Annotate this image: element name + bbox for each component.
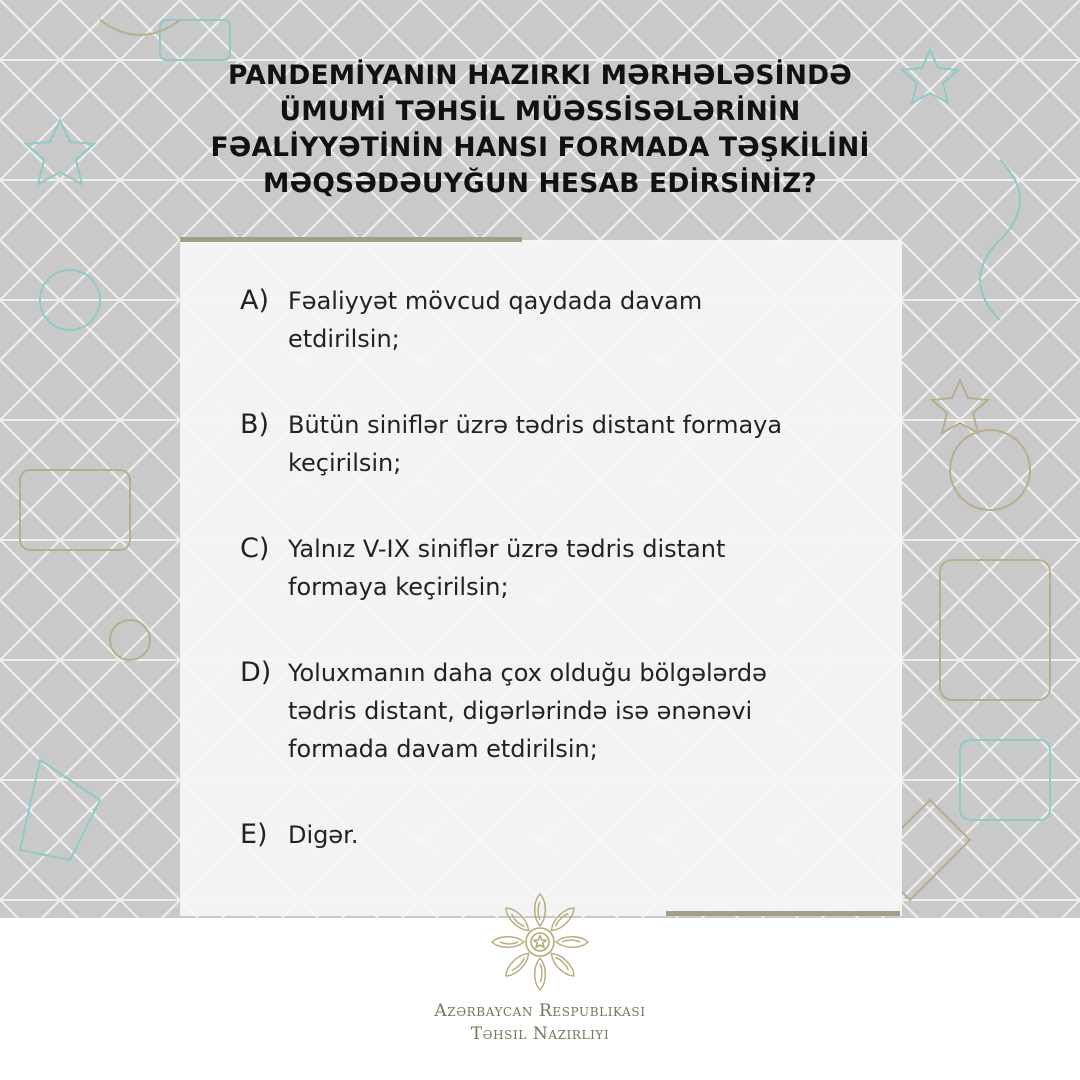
doodle bbox=[26, 120, 94, 184]
emblem-petal bbox=[548, 950, 578, 980]
emblem-icon bbox=[488, 890, 592, 994]
title-line: PANDEMİYANIN HAZIRKI MƏRHƏLƏSİNDƏ bbox=[228, 60, 852, 91]
option-letter: D) bbox=[240, 657, 272, 688]
option-line: formada davam etdirilsin; bbox=[288, 735, 598, 763]
option-letter: E) bbox=[240, 819, 268, 850]
option-line: etdirilsin; bbox=[288, 325, 400, 353]
doodle bbox=[932, 380, 988, 433]
option-letter: C) bbox=[240, 533, 270, 564]
doodle bbox=[940, 560, 1050, 700]
emblem-petal bbox=[548, 904, 578, 934]
option-a bbox=[240, 282, 702, 358]
doodle bbox=[20, 760, 100, 860]
option-line: keçirilsin; bbox=[288, 449, 402, 477]
question-title bbox=[200, 58, 880, 202]
option-c bbox=[240, 530, 725, 606]
emblem-petal bbox=[502, 904, 532, 934]
emblem-petal bbox=[556, 937, 588, 948]
emblem-petal bbox=[535, 958, 546, 990]
option-line: formaya keçirilsin; bbox=[288, 573, 509, 601]
option-line: Digər. bbox=[288, 821, 359, 849]
emblem-petal bbox=[492, 937, 524, 948]
option-d bbox=[240, 654, 767, 768]
title-line: MƏQSƏDƏUYĞUN HESAB EDİRSİNİZ? bbox=[263, 168, 817, 199]
doodle bbox=[950, 430, 1030, 510]
doodle bbox=[902, 50, 958, 103]
option-letter: B) bbox=[240, 409, 270, 440]
doodle bbox=[110, 620, 150, 660]
ministry-line-1: Azərbaycan Respublikası bbox=[434, 1001, 646, 1021]
bottom-divider bbox=[666, 911, 900, 916]
ministry-line-2: Təhsil Nazirliyi bbox=[470, 1024, 610, 1044]
option-b bbox=[240, 406, 782, 482]
title-line: FƏALİYYƏTİNİN HANSI FORMADA TƏŞKİLİNİ bbox=[210, 132, 870, 163]
emblem-petal bbox=[502, 950, 532, 980]
option-line: Yoluxmanın daha çox olduğu bölgələrdə bbox=[288, 659, 767, 687]
option-letter: A) bbox=[240, 285, 270, 316]
doodle bbox=[100, 20, 180, 35]
option-line: Bütün siniflər üzrə tədris distant formaya bbox=[288, 411, 783, 439]
option-line: Fəaliyyət mövcud qaydada davam bbox=[288, 287, 703, 315]
top-divider bbox=[180, 237, 522, 242]
doodle bbox=[980, 160, 1020, 320]
option-e bbox=[240, 816, 358, 854]
ministry-name bbox=[340, 1000, 740, 1046]
title-line: ÜMUMİ TƏHSİL MÜƏSSİSƏLƏRİNİN bbox=[279, 96, 801, 127]
emblem-petal bbox=[535, 894, 546, 926]
option-line: tədris distant, digərlərində isə ənənəvi bbox=[288, 697, 753, 725]
option-line: Yalnız V-IX siniflər üzrə tədris distant bbox=[288, 535, 726, 563]
doodle bbox=[20, 470, 130, 550]
